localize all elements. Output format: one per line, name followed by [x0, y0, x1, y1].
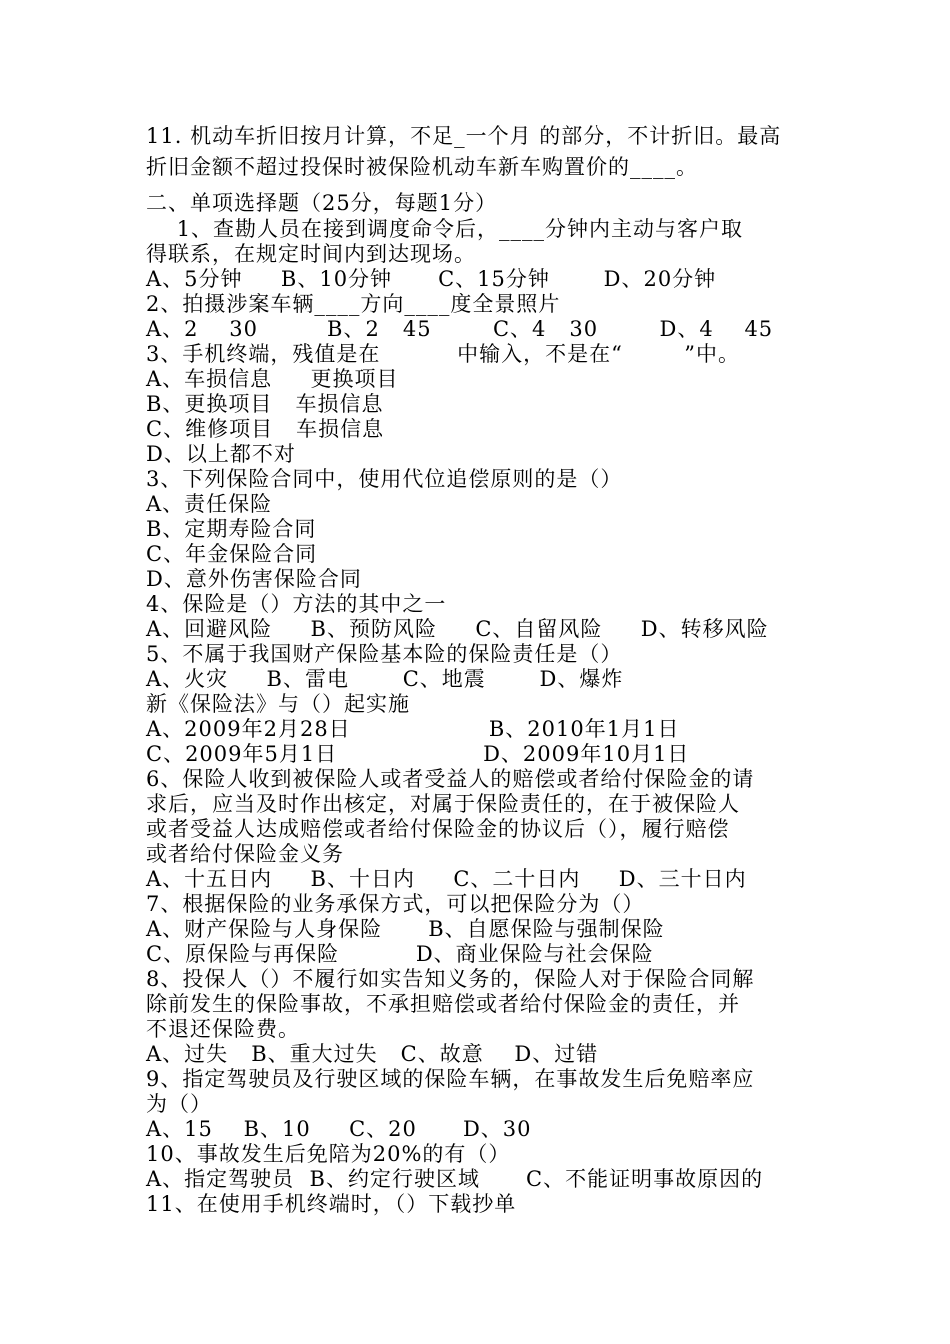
option-line: D、以上都不对: [146, 442, 296, 466]
option-line: A、过失 B、重大过失 C、故意 D、过错: [146, 1042, 599, 1066]
option-line: B、更换项目 车损信息: [146, 392, 384, 416]
option-line: B、定期寿险合同: [146, 517, 317, 541]
question-line: 6、保险人收到被保险人或者受益人的赔偿或者给付保险金的请: [146, 767, 755, 791]
option-line: A、火灾 B、雷电 C、地震 D、爆炸: [146, 667, 624, 691]
question-line: 求后，应当及时作出核定，对属于保险责任的，在于被保险人: [146, 792, 740, 816]
option-line: C、维修项目 车损信息: [146, 417, 385, 441]
option-line: A、财产保险与人身保险 B、自愿保险与强制保险: [146, 917, 665, 941]
option-line: A、2009年2月28日 B、2010年1月1日: [146, 717, 680, 741]
option-line: A、回避风险 B、预防风险 C、自留风险 D、转移风险: [146, 617, 769, 641]
option-line: A、责任保险: [146, 492, 273, 516]
question-line: 3、下列保险合同中，使用代位追偿原则的是（）: [146, 467, 623, 491]
option-line: A、车损信息 更换项目: [146, 367, 399, 391]
question-line: 8、投保人（）不履行如实告知义务的，保险人对于保险合同解: [146, 967, 755, 991]
section-heading: 二、单项选择题（25分，每题1分）: [146, 191, 498, 215]
question-line: 11、在使用手机终端时，（）下载抄单: [146, 1192, 517, 1216]
option-line: D、意外伤害保险合同: [146, 567, 362, 591]
question-line: 3、手机终端，残值是在 中输入，不是在“ ”中。: [146, 342, 740, 366]
question-line: 2、拍摄涉案车辆____方向____度全景照片: [146, 292, 561, 316]
text-line: 折旧金额不超过投保时被保险机动车新车购置价的____。: [146, 155, 698, 179]
question-line: 除前发生的保险事故，不承担赔偿或者给付保险金的责任，并: [146, 992, 740, 1016]
option-line: A、2 30 B、2 45 C、4 30 D、4 45: [146, 317, 774, 341]
question-line: 或者受益人达成赔偿或者给付保险金的协议后（），履行赔偿: [146, 817, 730, 841]
question-line: 或者给付保险金义务: [146, 842, 344, 866]
option-line: A、15 B、10 C、20 D、30: [146, 1117, 532, 1141]
question-line: 新《保险法》与（）起实施: [146, 692, 410, 716]
question-line: 5、不属于我国财产保险基本险的保险责任是（）: [146, 642, 623, 666]
question-line: 4、保险是（）方法的其中之一: [146, 592, 447, 616]
question-line: 7、根据保险的业务承保方式，可以把保险分为（）: [146, 892, 645, 916]
option-line: A、十五日内 B、十日内 C、二十日内 D、三十日内: [146, 867, 747, 891]
question-line: 10、事故发生后免陪为20%的有（）: [146, 1142, 511, 1166]
question-line: 为（）: [146, 1092, 212, 1116]
question-line: 1、查勘人员在接到调度命令后，____分钟内主动与客户取: [146, 217, 744, 241]
question-line: 不退还保险费。: [146, 1017, 300, 1041]
option-line: A、指定驾驶员 B、约定行驶区域 C、不能证明事故原因的: [146, 1167, 764, 1191]
option-line: C、年金保险合同: [146, 542, 318, 566]
question-line: 得联系，在规定时间内到达现场。: [146, 242, 476, 266]
option-line: A、5分钟 B、10分钟 C、15分钟 D、20分钟: [146, 267, 717, 291]
question-line: 9、指定驾驶员及行驶区域的保险车辆，在事故发生后免赔率应: [146, 1067, 755, 1091]
option-line: C、2009年5月1日 D、2009年10月1日: [146, 742, 690, 766]
text-line: 11. 机动车折旧按月计算，不足_一个月 的部分，不计折旧。最高: [146, 124, 782, 148]
option-line: C、原保险与再保险 D、商业保险与社会保险: [146, 942, 654, 966]
